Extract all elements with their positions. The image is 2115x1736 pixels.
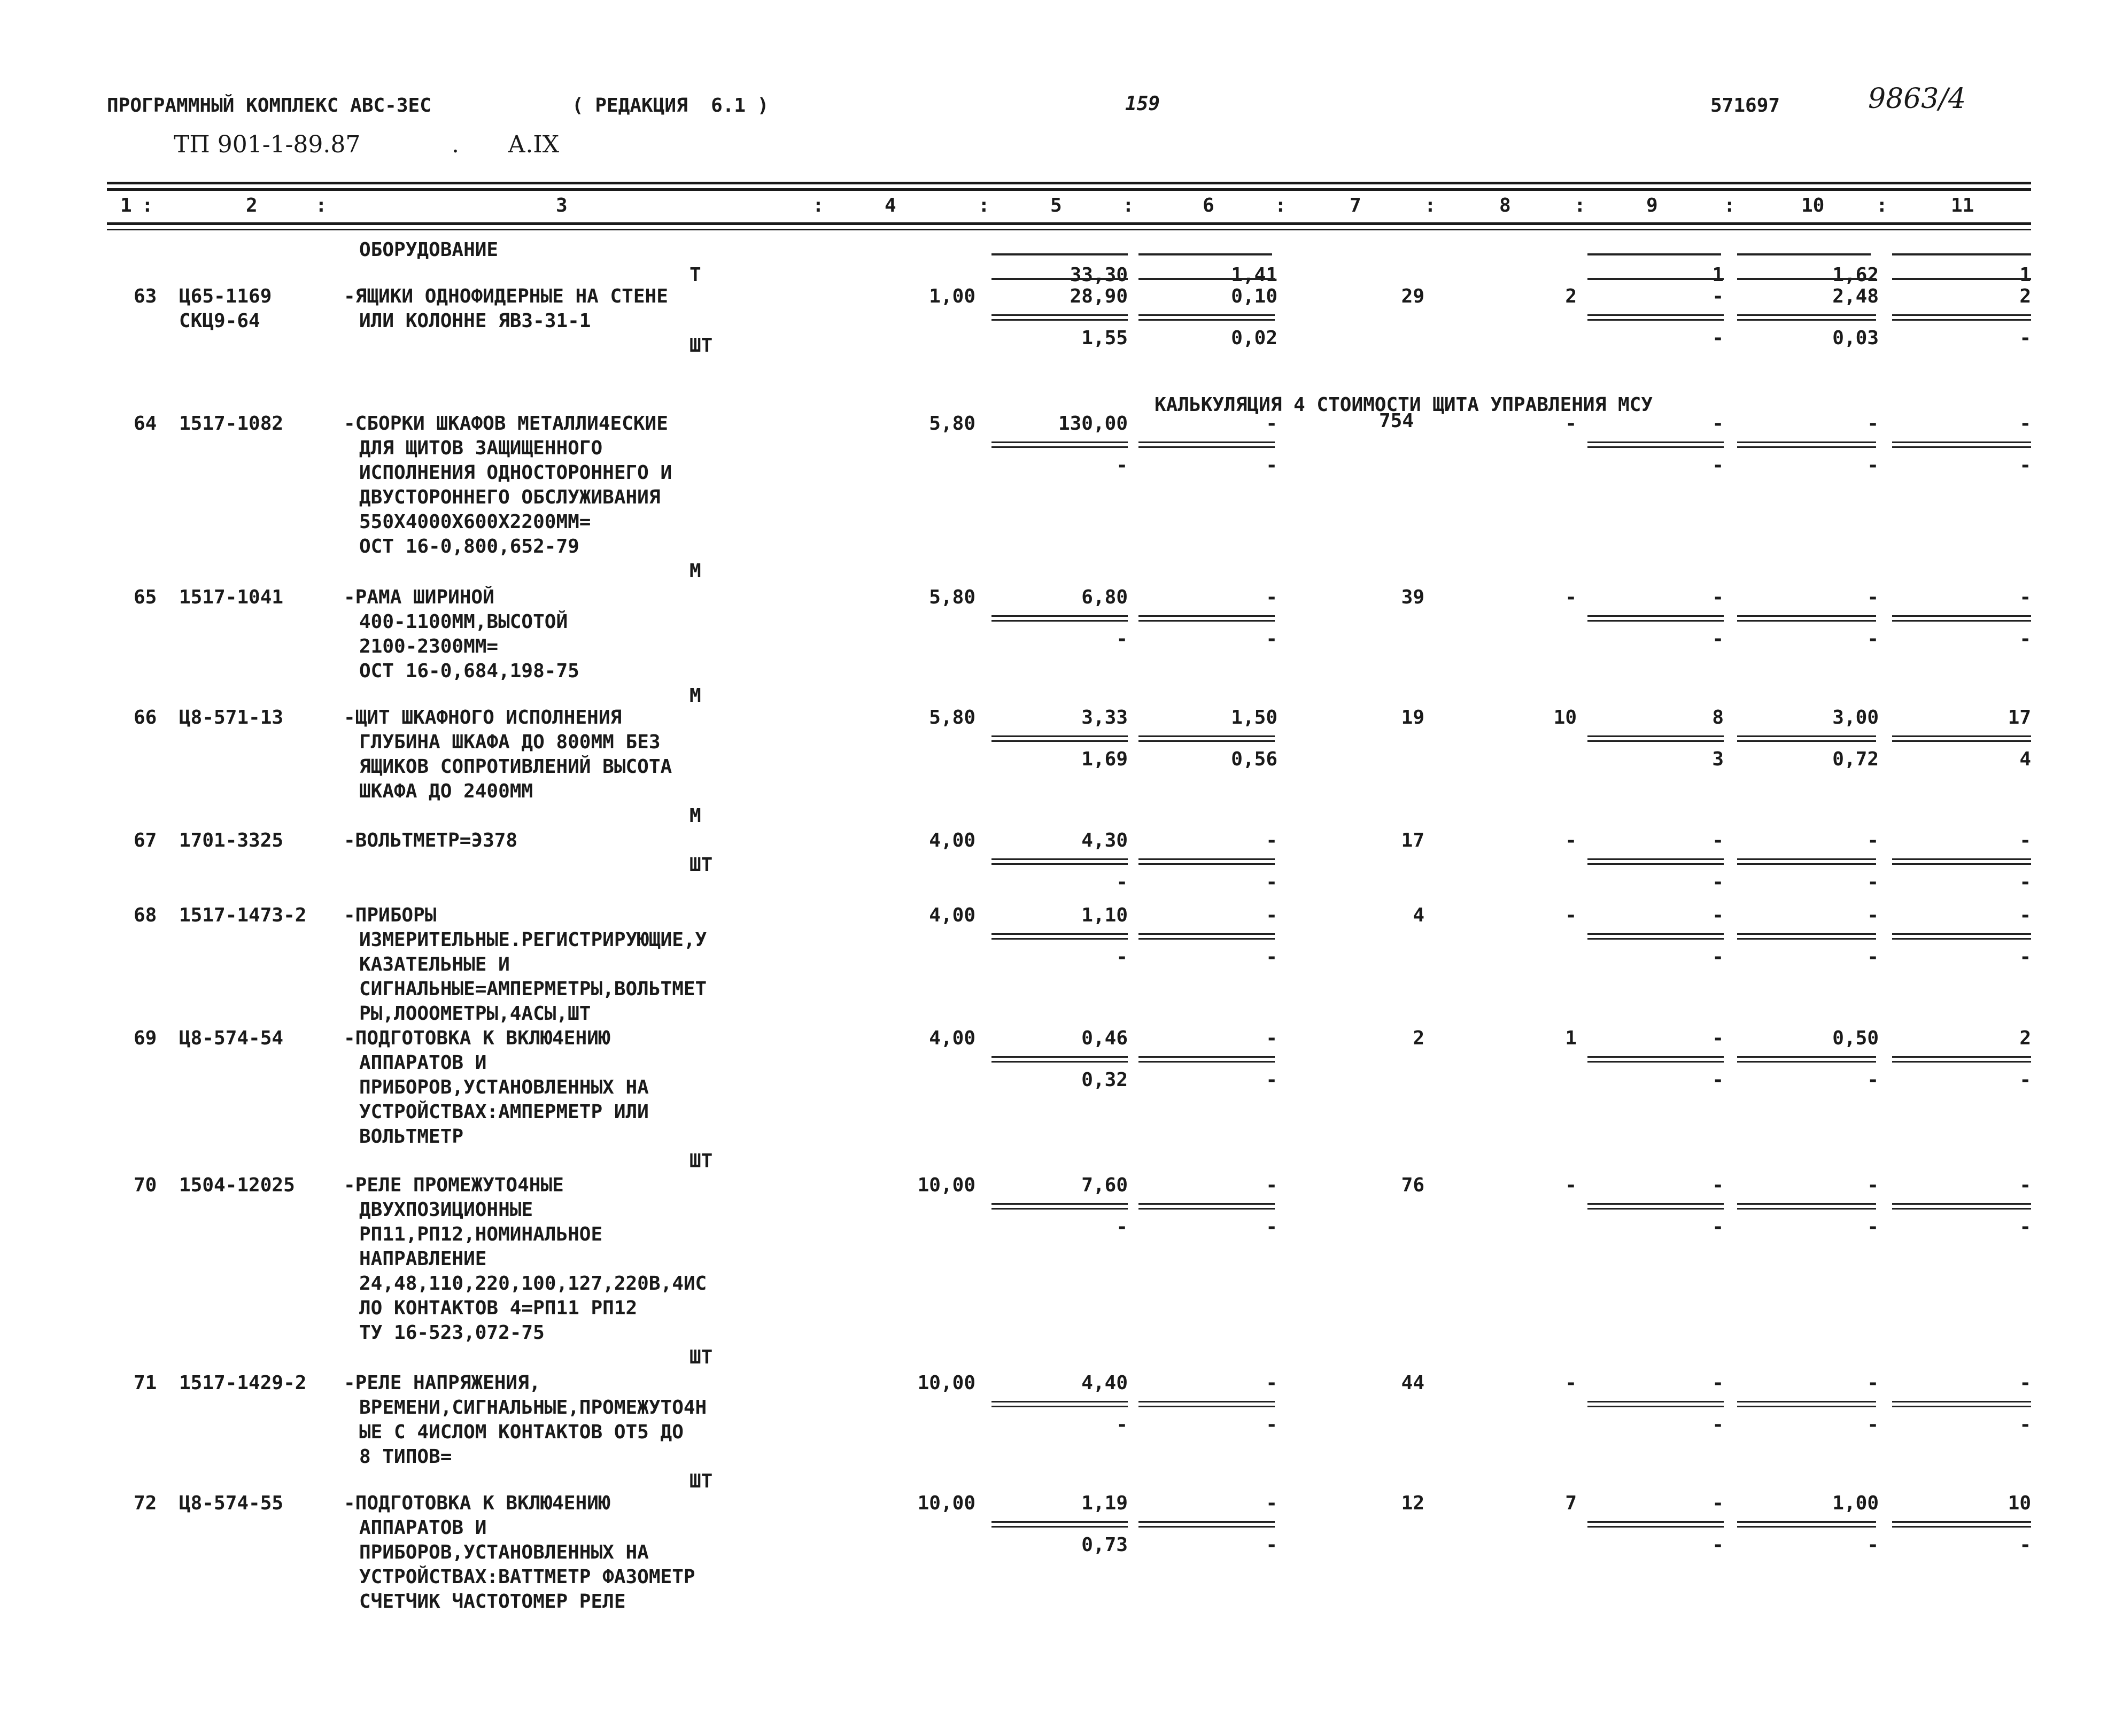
value-c6: -	[1266, 1027, 1277, 1049]
value-bottom: -	[1266, 454, 1277, 476]
value-bottom: -	[1266, 1534, 1277, 1556]
column-header: 9	[1646, 195, 1658, 216]
cell-rule	[1737, 314, 1876, 321]
value-c9: -	[1712, 1174, 1724, 1196]
value-c7: 17	[1401, 830, 1424, 851]
value-bottom: -	[1116, 1414, 1128, 1436]
header-rule-bottom-2	[107, 229, 2031, 230]
value-c10: 3,00	[1832, 707, 1879, 728]
cell-rule	[1138, 933, 1275, 940]
quantity: 5,80	[929, 586, 975, 608]
value-c8: -	[1565, 586, 1577, 608]
row-description-line: ЛО КОНТАКТОВ 4=РП11 РП12	[359, 1297, 638, 1319]
unit-label: ШТ	[689, 1470, 713, 1492]
cell-rule	[1737, 1056, 1876, 1063]
value-bottom: -	[2019, 1216, 2031, 1238]
column-header: 8	[1499, 195, 1511, 216]
row-description-line: -ПОДГОТОВКА К ВКЛЮ4ЕНИЮ	[344, 1027, 610, 1049]
value-c8: -	[1565, 904, 1577, 926]
value-top: 1,62	[1832, 264, 1879, 286]
value-c6: 1,50	[1231, 707, 1277, 728]
value-c5: 4,30	[1081, 830, 1128, 851]
unit-label: ШТ	[689, 1346, 713, 1368]
value-c6: -	[1266, 586, 1277, 608]
cell-rule	[1587, 441, 1724, 448]
cell-rule	[1138, 1056, 1275, 1063]
value-c11: -	[2019, 1174, 2031, 1196]
value-bottom: -	[1712, 1534, 1724, 1556]
row-description-line: ШКАФА ДО 2400ММ	[359, 780, 533, 802]
value-c11: 2	[2019, 285, 2031, 307]
cell-rule	[1892, 735, 2031, 742]
cell-rule	[1892, 1056, 2031, 1063]
value-c8: -	[1565, 1372, 1577, 1394]
cell-rule	[1892, 1203, 2031, 1210]
row-description-line: -РЕЛЕ НАПРЯЖЕНИЯ,	[344, 1372, 541, 1394]
row-description-line: -СБОРКИ ШКАФОВ МЕТАЛЛИ4ЕСКИЕ	[344, 413, 668, 435]
value-c5: 0,46	[1081, 1027, 1128, 1049]
column-header: 3	[556, 195, 568, 216]
cell-rule	[1138, 858, 1275, 865]
cell-rule	[1737, 858, 1876, 865]
value-c7: 4	[1413, 904, 1424, 926]
row-description-line: РП11,РП12,НОМИНАЛЬНОЕ	[359, 1223, 603, 1245]
value-bottom: 0,32	[1081, 1069, 1128, 1091]
header-rule-top	[107, 182, 2031, 184]
cell-rule	[1892, 1521, 2031, 1528]
value-c11: -	[2019, 830, 2031, 851]
cell-rule	[1138, 1521, 1275, 1528]
row-description-line: ЫЕ С 4ИСЛОМ КОНТАКТОВ ОТ5 ДО	[359, 1421, 684, 1443]
value-bottom: -	[1116, 628, 1128, 650]
value-c7: 44	[1401, 1372, 1424, 1394]
row-description-line: 2100-2300ММ=	[359, 636, 499, 657]
cell-rule	[1587, 314, 1724, 321]
column-header: 11	[1951, 195, 1974, 216]
value-bottom: 3	[1712, 748, 1724, 770]
value-bottom: -	[1867, 1414, 1879, 1436]
row-description-line: АППАРАТОВ И	[359, 1517, 487, 1539]
value-c11: -	[2019, 413, 2031, 435]
value-bottom: 0,02	[1231, 327, 1277, 349]
row-description-line: ТУ 16-523,072-75	[359, 1322, 545, 1344]
row-description-line: УСТРОЙСТВАХ:АМПЕРМЕТР ИЛИ	[359, 1101, 649, 1123]
value-c6: -	[1266, 1372, 1277, 1394]
row-code: Ц65-1169	[179, 285, 272, 307]
row-code: 1517-1473-2	[179, 904, 307, 926]
value-c10: -	[1867, 586, 1879, 608]
row-description-line: -РАМА ШИРИНОЙ	[344, 586, 494, 608]
value-bottom: -	[1867, 1534, 1879, 1556]
value-c10: -	[1867, 830, 1879, 851]
quantity: 1,00	[929, 285, 975, 307]
value-c5: 1,19	[1081, 1492, 1128, 1514]
row-description-line: 400-1100ММ,ВЫСОТОЙ	[359, 611, 568, 633]
edition: ( РЕДАКЦИЯ 6.1 )	[572, 95, 769, 117]
value-c10: 1,00	[1832, 1492, 1879, 1514]
value-top: 1,41	[1231, 264, 1277, 286]
value-c8: 10	[1553, 707, 1577, 728]
header-rule-top-2	[107, 188, 2031, 191]
value-c10: -	[1867, 1372, 1879, 1394]
value-bottom: -	[1266, 871, 1277, 893]
value-c9: -	[1712, 586, 1724, 608]
quantity: 5,80	[929, 707, 975, 728]
value-c5: 7,60	[1081, 1174, 1128, 1196]
row-code: Ц8-571-13	[179, 707, 284, 728]
cell-rule	[991, 858, 1128, 865]
cell-rule	[1587, 858, 1724, 865]
value-c8: -	[1565, 1174, 1577, 1196]
unit-label: Т	[689, 264, 701, 286]
value-c5: 130,00	[1058, 413, 1128, 435]
row-description-line: ОСТ 16-0,684,198-75	[359, 660, 579, 682]
value-c11: -	[2019, 586, 2031, 608]
value-c7: 39	[1401, 586, 1424, 608]
value-c5: 4,40	[1081, 1372, 1128, 1394]
row-description-line: -РЕЛЕ ПРОМЕЖУТО4НЫЕ	[344, 1174, 564, 1196]
header-rule-bottom	[107, 222, 2031, 225]
section-title: ОБОРУДОВАНИЕ	[359, 239, 499, 261]
row-description-line: 550Х4000Х600Х2200ММ=	[359, 511, 591, 533]
value-c11: -	[2019, 1372, 2031, 1394]
row-code: 1517-1429-2	[179, 1372, 307, 1394]
value-c7: 76	[1401, 1174, 1424, 1196]
banner-value: 754	[1379, 410, 1414, 432]
cell-rule	[1737, 615, 1876, 622]
column-header: 7	[1350, 195, 1361, 216]
row-code: 1701-3325	[179, 830, 284, 851]
cell-rule	[991, 1401, 1128, 1407]
cell-rule	[1737, 278, 1876, 280]
cell-rule	[1737, 1521, 1876, 1528]
unit-label: М	[689, 560, 701, 582]
value-c6: 0,10	[1231, 285, 1277, 307]
row-number: 63	[134, 285, 157, 307]
value-c6: -	[1266, 413, 1277, 435]
value-c11: 10	[2008, 1492, 2031, 1514]
album-number: А.IX	[508, 131, 560, 158]
value-bottom: -	[1712, 946, 1724, 968]
row-description-line: ДЛЯ ЩИТОВ ЗАЩИЩЕННОГО	[359, 437, 603, 459]
value-bottom: 0,73	[1081, 1534, 1128, 1556]
value-c8: -	[1565, 413, 1577, 435]
value-bottom: 1,55	[1081, 327, 1128, 349]
value-bottom: 0,72	[1832, 748, 1879, 770]
cell-rule	[1587, 933, 1724, 940]
row-code: Ц8-574-55	[179, 1492, 284, 1514]
value-bottom: -	[1712, 1414, 1724, 1436]
cell-rule	[991, 1203, 1128, 1210]
row-description-line: ПРИБОРОВ,УСТАНОВЛЕННЫХ НА	[359, 1541, 649, 1563]
value-bottom: -	[2019, 1069, 2031, 1091]
value-bottom: -	[1712, 1069, 1724, 1091]
column-header: 1	[120, 195, 132, 216]
cell-rule	[1892, 314, 2031, 321]
cell-rule	[1587, 1521, 1724, 1528]
value-bottom: -	[1867, 628, 1879, 650]
value-bottom: -	[1712, 1216, 1724, 1238]
value-bottom: 0,56	[1231, 748, 1277, 770]
row-description-line: -ВОЛЬТМЕТР=Э378	[344, 830, 518, 851]
value-top: 1	[2019, 264, 2031, 286]
value-bottom: -	[1867, 871, 1879, 893]
quantity: 4,00	[929, 904, 975, 926]
value-bottom: -	[1266, 1069, 1277, 1091]
cell-rule	[991, 735, 1128, 742]
quantity: 4,00	[929, 830, 975, 851]
cell-rule	[1138, 314, 1275, 321]
value-c7: 29	[1401, 285, 1424, 307]
value-c7: 12	[1401, 1492, 1424, 1514]
row-description-line: ИЛИ КОЛОННЕ ЯВЗ-31-1	[359, 310, 591, 332]
column-header: 2	[246, 195, 258, 216]
value-bottom: -	[1867, 454, 1879, 476]
value-c7: 2	[1413, 1027, 1424, 1049]
doc-code: 571697	[1710, 95, 1780, 117]
unit-label: М	[689, 685, 701, 707]
value-c5: 3,33	[1081, 707, 1128, 728]
value-c5: 28,90	[1070, 285, 1128, 307]
column-header: 4	[885, 195, 896, 216]
value-bottom: -	[1266, 628, 1277, 650]
value-c5: 6,80	[1081, 586, 1128, 608]
row-description-line: РЫ,ЛОООМЕТРЫ,4АСЫ,ШТ	[359, 1003, 591, 1025]
value-bottom: -	[2019, 327, 2031, 349]
cell-rule	[1587, 278, 1724, 280]
row-description-line: ДВУСТОРОННЕГО ОБСЛУЖИВАНИЯ	[359, 486, 661, 508]
cell-rule	[1737, 1401, 1876, 1407]
cell-rule	[1138, 615, 1275, 622]
row-number: 66	[134, 707, 157, 728]
cell-rule	[1892, 933, 2031, 940]
value-c6: -	[1266, 904, 1277, 926]
cell-rule	[991, 933, 1128, 940]
value-c6: -	[1266, 1174, 1277, 1196]
handwritten-number: 9863/4	[1868, 83, 1966, 115]
value-c11: -	[2019, 904, 2031, 926]
value-bottom: -	[2019, 871, 2031, 893]
row-description-line: 24,48,110,220,100,127,220В,4ИС	[359, 1273, 707, 1295]
row-description-line: 8 ТИПОВ=	[359, 1446, 452, 1468]
value-c11: 2	[2019, 1027, 2031, 1049]
cell-rule	[1892, 615, 2031, 622]
value-c9: -	[1712, 285, 1724, 307]
row-number: 67	[134, 830, 157, 851]
value-bottom: -	[1266, 1216, 1277, 1238]
value-c9: -	[1712, 830, 1724, 851]
value-bottom: -	[2019, 946, 2031, 968]
row-description-line: ИСПОЛНЕНИЯ ОДНОСТОРОННЕГО И	[359, 462, 672, 484]
value-c9: -	[1712, 413, 1724, 435]
cell-rule	[1892, 858, 2031, 865]
value-c10: 2,48	[1832, 285, 1879, 307]
value-c9: -	[1712, 1372, 1724, 1394]
cell-rule	[991, 314, 1128, 321]
value-bottom: -	[1712, 327, 1724, 349]
quantity: 5,80	[929, 413, 975, 435]
project-code: ТП 901-1-89.87	[174, 131, 361, 158]
value-c9: 8	[1712, 707, 1724, 728]
cell-rule	[1587, 1401, 1724, 1407]
value-c9: -	[1712, 1492, 1724, 1514]
column-header: 5	[1050, 195, 1062, 216]
row-description-line: УСТРОЙСТВАХ:ВАТТМЕТР ФАЗОМЕТР	[359, 1566, 695, 1588]
value-c6: -	[1266, 830, 1277, 851]
value-bottom: -	[2019, 454, 2031, 476]
cell-rule	[1138, 441, 1275, 448]
value-bottom: -	[1867, 1069, 1879, 1091]
unit-label: М	[689, 805, 701, 827]
unit-label: ШТ	[689, 854, 713, 876]
row-description-line: ГЛУБИНА ШКАФА ДО 800ММ БЕЗ	[359, 731, 661, 753]
value-bottom: -	[2019, 628, 2031, 650]
value-c10: -	[1867, 904, 1879, 926]
value-bottom: -	[1712, 871, 1724, 893]
cell-rule	[1892, 278, 2031, 280]
value-bottom: -	[1116, 1216, 1128, 1238]
value-c8: -	[1565, 830, 1577, 851]
row-description-line: СИГНАЛЬНЫЕ=АМПЕРМЕТРЫ,ВОЛЬТМЕТ	[359, 978, 707, 1000]
unit-label: ШТ	[689, 335, 713, 356]
value-bottom: -	[1116, 454, 1128, 476]
cell-rule	[991, 615, 1128, 622]
row-description-line: НАПРАВЛЕНИЕ	[359, 1248, 487, 1270]
cell-rule	[1587, 735, 1724, 742]
row-number: 64	[134, 413, 157, 435]
row-description-line: -ПРИБОРЫ	[344, 904, 437, 926]
row-code: Ц8-574-54	[179, 1027, 284, 1049]
column-header: 6	[1203, 195, 1214, 216]
value-bottom: 0,03	[1832, 327, 1879, 349]
cell-rule	[1138, 1401, 1275, 1407]
cell-rule	[991, 278, 1128, 280]
value-c7: 19	[1401, 707, 1424, 728]
calculation-banner: КАЛЬКУЛЯЦИЯ 4 СТОИМОСТИ ЩИТА УПРАВЛЕНИЯ МСУ	[1155, 394, 1653, 416]
program-name: ПРОГРАММНЫЙ КОМПЛЕКС АВС-3ЕС	[107, 95, 431, 117]
value-c6: -	[1266, 1492, 1277, 1514]
value-c9: -	[1712, 904, 1724, 926]
cell-rule	[1138, 1203, 1275, 1210]
cell-rule	[991, 1521, 1128, 1528]
value-c8: 7	[1565, 1492, 1577, 1514]
row-description-line: СЧЕТЧИК ЧАСТОТОМЕР РЕЛЕ	[359, 1591, 626, 1613]
row-description-line: ДВУХПОЗИЦИОННЫЕ	[359, 1199, 533, 1221]
row-description-line: ИЗМЕРИТЕЛЬНЫЕ.РЕГИСТРИРУЮЩИЕ,У	[359, 929, 707, 951]
cell-rule	[1737, 933, 1876, 940]
row-code: 1517-1082	[179, 413, 284, 435]
cell-rule	[1587, 615, 1724, 622]
row-description-line: -ПОДГОТОВКА К ВКЛЮ4ЕНИЮ	[344, 1492, 610, 1514]
value-bottom: 4	[2019, 748, 2031, 770]
quantity: 10,00	[917, 1492, 975, 1514]
row-description-line: АППАРАТОВ И	[359, 1052, 487, 1074]
row-description-line: -ЯЩИКИ ОДНОФИДЕРНЫЕ НА СТЕНЕ	[344, 285, 668, 307]
cell-rule	[1138, 278, 1275, 280]
value-bottom: -	[1712, 628, 1724, 650]
quantity: 4,00	[929, 1027, 975, 1049]
value-c11: 17	[2008, 707, 2031, 728]
value-top: 33,30	[1070, 264, 1128, 286]
row-number: 72	[134, 1492, 157, 1514]
row-code-secondary: СКЦ9-64	[179, 310, 260, 332]
value-top: 1	[1712, 264, 1724, 286]
value-c8: 1	[1565, 1027, 1577, 1049]
column-header: 10	[1801, 195, 1825, 216]
cell-rule	[991, 1056, 1128, 1063]
row-description-line: ОСТ 16-0,800,652-79	[359, 536, 579, 557]
row-number: 68	[134, 904, 157, 926]
row-number: 65	[134, 586, 157, 608]
row-code: 1504-12025	[179, 1174, 295, 1196]
cell-rule	[1737, 1203, 1876, 1210]
page-number: 159	[1125, 93, 1160, 115]
separator-dot: .	[452, 131, 459, 158]
value-bottom: -	[1867, 946, 1879, 968]
row-number: 71	[134, 1372, 157, 1394]
value-bottom: -	[1266, 946, 1277, 968]
cell-rule	[1892, 1401, 2031, 1407]
row-number: 69	[134, 1027, 157, 1049]
cell-rule	[1737, 735, 1876, 742]
row-description-line: КАЗАТЕЛЬНЫЕ И	[359, 954, 510, 975]
value-bottom: 1,69	[1081, 748, 1128, 770]
row-description-line: ВОЛЬТМЕТР	[359, 1126, 464, 1148]
row-description-line: ЯЩИКОВ СОПРОТИВЛЕНИЙ ВЫСОТА	[359, 756, 672, 778]
row-code: 1517-1041	[179, 586, 284, 608]
cell-rule	[1587, 1056, 1724, 1063]
value-bottom: -	[1116, 871, 1128, 893]
value-c5: 1,10	[1081, 904, 1128, 926]
value-c10: -	[1867, 1174, 1879, 1196]
cell-rule	[1737, 441, 1876, 448]
cell-rule	[1587, 1203, 1724, 1210]
value-bottom: -	[1266, 1414, 1277, 1436]
value-c8: 2	[1565, 285, 1577, 307]
value-bottom: -	[2019, 1534, 2031, 1556]
row-description-line: -ЩИТ ШКАФНОГО ИСПОЛНЕНИЯ	[344, 707, 622, 728]
cell-rule	[991, 441, 1128, 448]
quantity: 10,00	[917, 1174, 975, 1196]
value-c9: -	[1712, 1027, 1724, 1049]
row-description-line: ВРЕМЕНИ,СИГНАЛЬНЫЕ,ПРОМЕЖУТО4Н	[359, 1397, 707, 1419]
row-description-line: ПРИБОРОВ,УСТАНОВЛЕННЫХ НА	[359, 1076, 649, 1098]
value-bottom: -	[1116, 946, 1128, 968]
value-bottom: -	[2019, 1414, 2031, 1436]
cell-rule	[1138, 735, 1275, 742]
unit-label: ШТ	[689, 1150, 713, 1172]
value-c10: 0,50	[1832, 1027, 1879, 1049]
value-bottom: -	[1867, 1216, 1879, 1238]
row-number: 70	[134, 1174, 157, 1196]
quantity: 10,00	[917, 1372, 975, 1394]
value-bottom: -	[1712, 454, 1724, 476]
cell-rule	[1892, 441, 2031, 448]
value-c10: -	[1867, 413, 1879, 435]
